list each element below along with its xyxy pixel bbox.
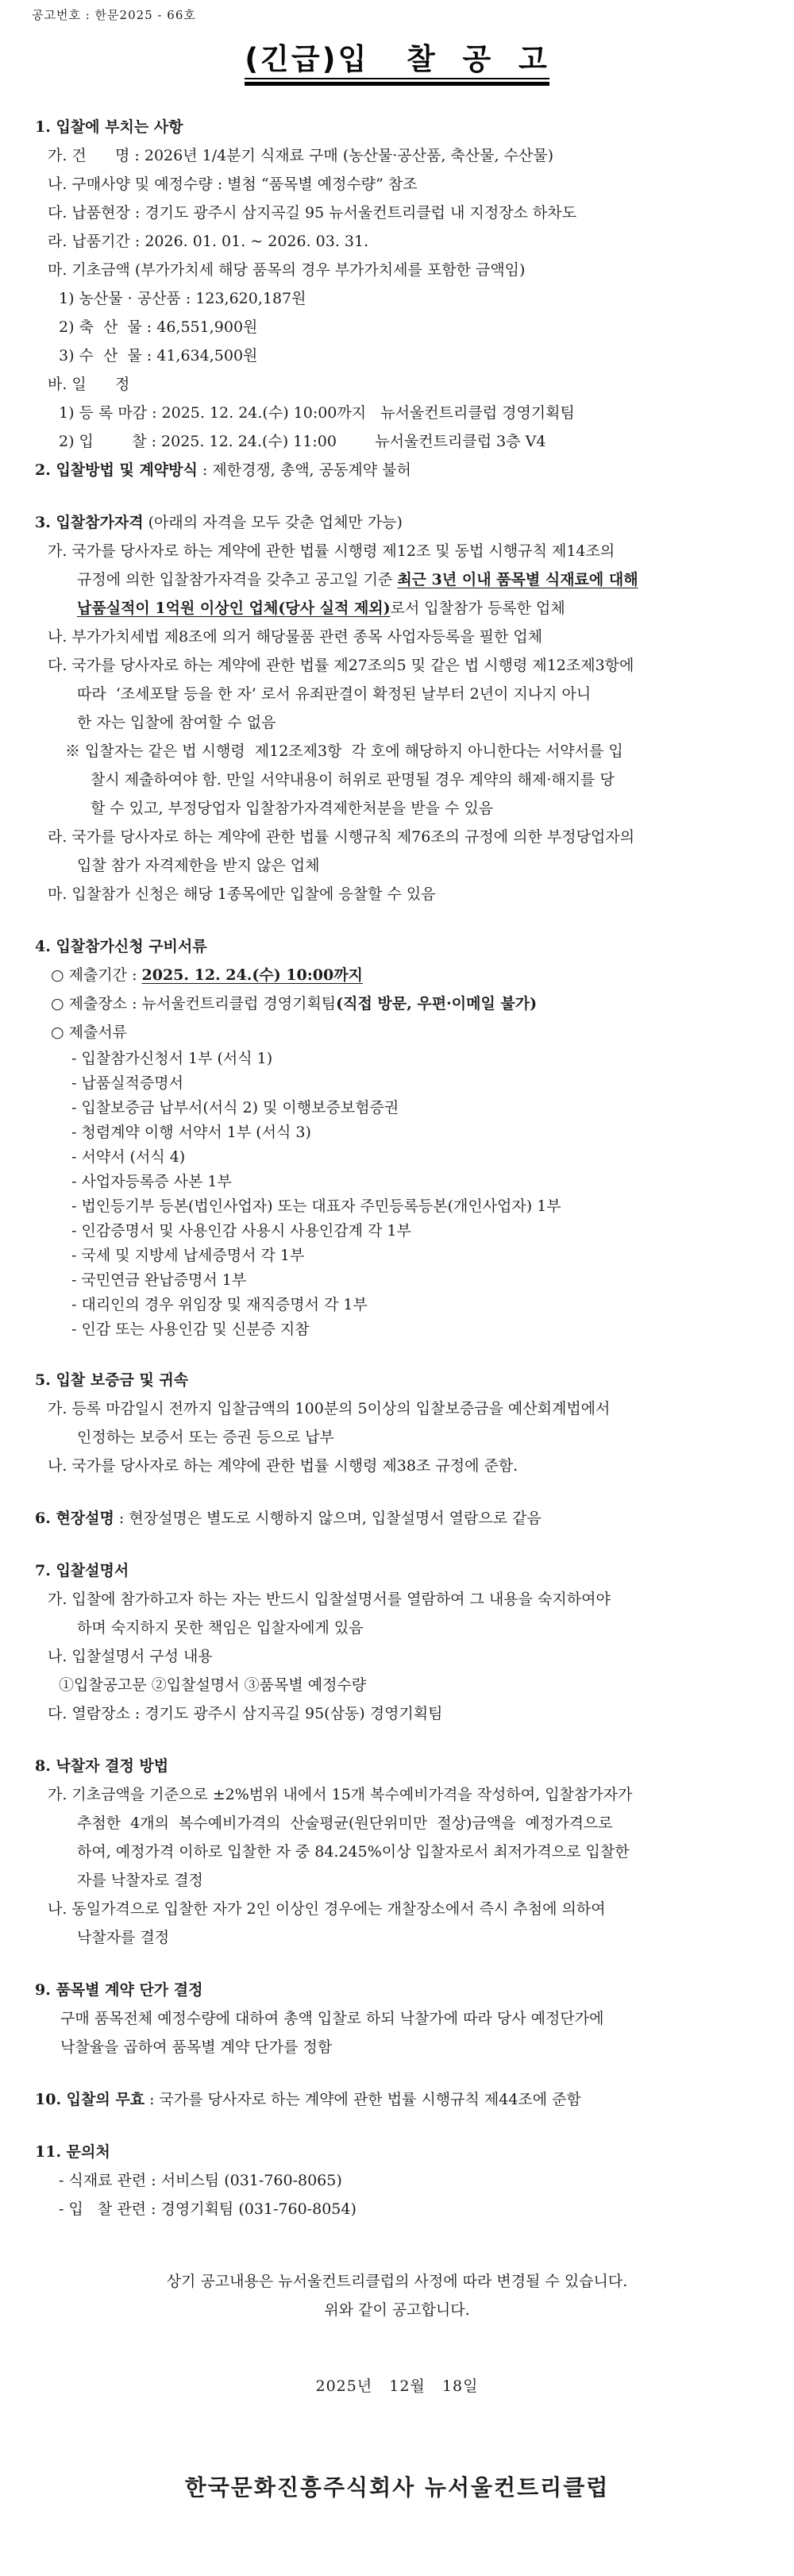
s4-doc-item: - 입찰보증금 납부서(서식 2) 및 이행보증보험증권 [71,1099,399,1116]
section-10-line [35,2085,767,2114]
s4-place-restriction: (직접 방문, 우편·이메일 불가) [336,995,538,1012]
s4-period-label: ○ 제출기간 : [51,966,142,984]
s4-doc-item: - 법인등기부 등본(법인사업자) 또는 대표자 주민등록등본(개인사업자) 1부 [71,1197,561,1215]
s4-doc-item: - 사업자등록증 사본 1부 [71,1173,232,1190]
s11-contact-food: - 식재료 관련 : 서비스팀 (031-760-8065) [59,2172,342,2189]
section-8-heading: 8. 낙찰자 결정 방법 [35,1757,169,1775]
s3-na-line: 나. 부가가치세법 제8조에 의거 해당물품 관련 종목 사업자등록을 필한 업체 [48,628,543,646]
s3-da-line1: 다. 국가를 당사자로 하는 계약에 관한 법률 제27조의5 및 같은 법 시행령 제12조제3항에 [48,657,634,674]
s4-period-value: 2025. 12. 24.(수) 10:00까지 [141,966,363,984]
notice-number: 공고번호 : 한문2025 - 66호 [32,8,196,22]
section-9-heading: 9. 품목별 계약 단가 결정 [35,1981,203,1999]
s8-ga-line1: 가. 기초금액을 기준으로 ±2%범위 내에서 15개 복수예비가격을 작성하여, 입찰참가자가 [48,1786,633,1803]
s4-period-line [51,961,767,989]
s3-da-line3: 한 자는 입찰에 참여할 수 없음 [77,714,276,731]
section-3-heading: 3. 입찰참가자격 [35,514,144,531]
s5-ga-line1: 가. 등록 마감일시 전까지 입찰금액의 100분의 5이상의 입찰보증금을 예산회계법에서 [48,1400,611,1417]
s4-doc-item: - 대리인의 경우 위임장 및 재직증명서 각 1부 [71,1296,368,1313]
s5-na-line: 나. 국가를 당사자로 하는 계약에 관한 법률 시행령 제38조 규정에 준함. [48,1457,518,1475]
s3-ma-line: 마. 입찰참가 신청은 해당 1종목에만 입찰에 응찰할 수 있음 [48,885,436,903]
section-1-heading: 1. 입찰에 부치는 사항 [35,118,183,136]
footer-company-name: 한국문화진흥주식회사 뉴서울컨트리클럽 [184,2474,610,2501]
s8-ga-line4: 자를 낙찰자로 결정 [77,1872,203,1889]
page-title: (긴급)입 찰 공 고 [245,44,549,79]
section-11-heading: 11. 문의처 [35,2143,110,2161]
s3-note-line1: ※ 입찰자는 같은 법 시행령 제12조제3항 각 호에 해당하지 아니한다는 서약서를 입 [65,742,623,760]
s8-na-line1: 나. 동일가격으로 입찰한 자가 2인 이상인 경우에는 개찰장소에서 즉시 추첨에 의하여 [48,1900,606,1918]
footer-note-announce: 위와 같이 공고합니다. [324,2301,470,2319]
s3-ra-line1: 라. 국가를 당사자로 하는 계약에 관한 법률 시행규칙 제76조의 규정에 의한 부정당업자의 [48,828,635,846]
s1-item-site: 다. 납품현장 : 경기도 광주시 삼지곡길 95 뉴서울컨트리클럽 내 지정장소 하차도 [48,204,576,222]
s1-item-base-amount: 마. 기초금액 (부가가치세 해당 품목의 경우 부가가치세를 포함한 금액임) [48,261,526,279]
s4-doc-item: - 국세 및 지방세 납세증명서 각 1부 [71,1247,305,1264]
s5-ga-line2: 인정하는 보증서 또는 증권 등으로 납부 [77,1429,334,1446]
section-6-text: : 현장설명은 별도로 시행하지 않으며, 입찰설명서 열람으로 같음 [114,1510,542,1527]
section-2-heading: 2. 입찰방법 및 계약방식 [35,461,198,479]
s1-item-period: 라. 납품기간 : 2026. 01. 01. ~ 2026. 03. 31. [48,233,369,250]
s7-ga-line1: 가. 입찰에 참가하고자 하는 자는 반드시 입찰설명서를 열람하여 그 내용을 숙지하여야 [48,1591,611,1608]
section-2-text: : 제한경쟁, 총액, 공동계약 불허 [197,461,411,479]
s1-schedule-registration: 1) 등 록 마감 : 2025. 12. 24.(수) 10:00까지 뉴서울컨트리클럽 경영기획팀 [59,404,575,422]
s4-doc-item: - 서약서 (서식 4) [71,1148,186,1166]
s1-item-spec: 나. 구매사양 및 예정수량 : 별첨 “품목별 예정수량” 참조 [48,175,418,193]
s7-da-line: 다. 열람장소 : 경기도 광주시 삼지곡길 95(삼동) 경영기획팀 [48,1705,443,1722]
section-5-heading: 5. 입찰 보증금 및 귀속 [35,1371,189,1389]
s4-doc-item: - 입찰참가신청서 1부 (서식 1) [71,1050,273,1067]
s3-ra-line2: 입찰 참가 자격제한을 받지 않은 업체 [77,857,320,874]
s3-ga-line2-plain: 규정에 의한 입찰참가자격을 갖추고 공고일 기준 [77,571,398,588]
s1-amount-fishery: 3) 수 산 물 : 41,634,500원 [59,347,258,364]
s3-ga-line3-plain: 로서 입찰참가 등록한 업체 [390,600,565,617]
s4-doc-item: - 국민연금 완납증명서 1부 [71,1271,247,1289]
s8-na-line2: 낙찰자를 결정 [77,1929,170,1946]
s3-note-line2: 찰시 제출하여야 함. 만일 서약내용이 허위로 판명될 경우 계약의 해제·해지를 당 [91,771,615,789]
s3-ga-line3-em: 납품실적이 1억원 이상인 업체(당사 실적 제외) [77,600,391,617]
section-6-heading: 6. 현장설명 [35,1510,114,1527]
s9-body-line2: 낙찰율을 곱하여 품목별 계약 단가를 정함 [60,2038,333,2056]
s4-doc-item: - 청렴계약 이행 서약서 1부 (서식 3) [71,1124,311,1141]
footer-date: 2025년 12월 18일 [315,2377,479,2395]
s1-amount-agri: 1) 농산물 · 공산품 : 123,620,187원 [59,290,306,307]
s4-doc-item: - 인감증명서 및 사용인감 사용시 사용인감계 각 1부 [71,1222,411,1240]
s1-item-name: 가. 건 명 : 2026년 1/4분기 식재료 구매 (농산물·공산품, 축산물, 수산물) [48,147,554,164]
s4-place-text: ○ 제출장소 : 뉴서울컨트리클럽 경영기획팀 [51,995,337,1012]
s4-place-line [51,989,767,1018]
s7-na-line: 나. 입찰설명서 구성 내용 [48,1648,213,1665]
s4-docs-label: ○ 제출서류 [51,1024,128,1041]
s1-item-schedule: 바. 일 정 [48,376,130,393]
section-3-heading-line [35,508,767,537]
s3-ga-line3 [77,594,767,623]
s11-contact-bid: - 입 찰 관련 : 경영기획팀 (031-760-8054) [59,2200,357,2218]
s9-body-line1: 구매 품목전체 예정수량에 대하여 총액 입찰로 하되 낙찰가에 따라 당사 예정단가에 [60,2010,604,2027]
s7-ga-line2: 하며 숙지하지 못한 책임은 입찰자에게 있음 [77,1619,364,1637]
document-title-wrap [0,44,794,86]
section-10-heading: 10. 입찰의 무효 [35,2091,145,2108]
section-2-line [35,456,767,484]
title-underline [245,44,549,86]
section-6-line [35,1504,767,1533]
s1-amount-livestock: 2) 축 산 물 : 46,551,900원 [59,318,258,336]
s3-note-line3: 할 수 있고, 부정당업자 입찰참가자격제한처분을 받을 수 있음 [91,800,494,817]
section-7-heading: 7. 입찰설명서 [35,1562,129,1579]
s7-contents-line: ①입찰공고문 ②입찰설명서 ③품목별 예정수량 [59,1676,367,1694]
s3-ga-line2 [77,565,767,594]
s3-ga-line2-em: 최근 3년 이내 품목별 식재료에 대해 [397,571,638,588]
s8-ga-line3: 하여, 예정가격 이하로 입찰한 자 중 84.245%이상 입찰자로서 최저가격으로 입찰한 [77,1843,630,1861]
s3-ga-line1: 가. 국가를 당사자로 하는 계약에 관한 법률 시행령 제12조 및 동법 시행규칙 제14조의 [48,542,615,560]
footer-note-change: 상기 공고내용은 뉴서울컨트리클럽의 사정에 따라 변경될 수 있습니다. [166,2273,628,2290]
section-10-text: : 국가를 당사자로 하는 계약에 관한 법률 시행규칙 제44조에 준함 [145,2091,581,2108]
s4-doc-item: - 인감 또는 사용인감 및 신분증 지참 [71,1321,310,1338]
section-3-heading-sub: (아래의 자격을 모두 갖춘 업체만 가능) [143,514,403,531]
s8-ga-line2: 추첨한 4개의 복수예비가격의 산술평균(원단위미만 절상)금액을 예정가격으로 [77,1814,613,1832]
s3-da-line2: 따라 ‘조세포탈 등을 한 자’ 로서 유죄판결이 확정된 날부터 2년이 지나지 아니 [77,685,592,703]
s4-doc-item: - 납품실적증명서 [71,1074,183,1092]
section-4-heading: 4. 입찰참가신청 구비서류 [35,938,207,955]
s1-schedule-bid: 2) 입 찰 : 2025. 12. 24.(수) 11:00 뉴서울컨트리클럽 3층 V4 [59,433,546,450]
